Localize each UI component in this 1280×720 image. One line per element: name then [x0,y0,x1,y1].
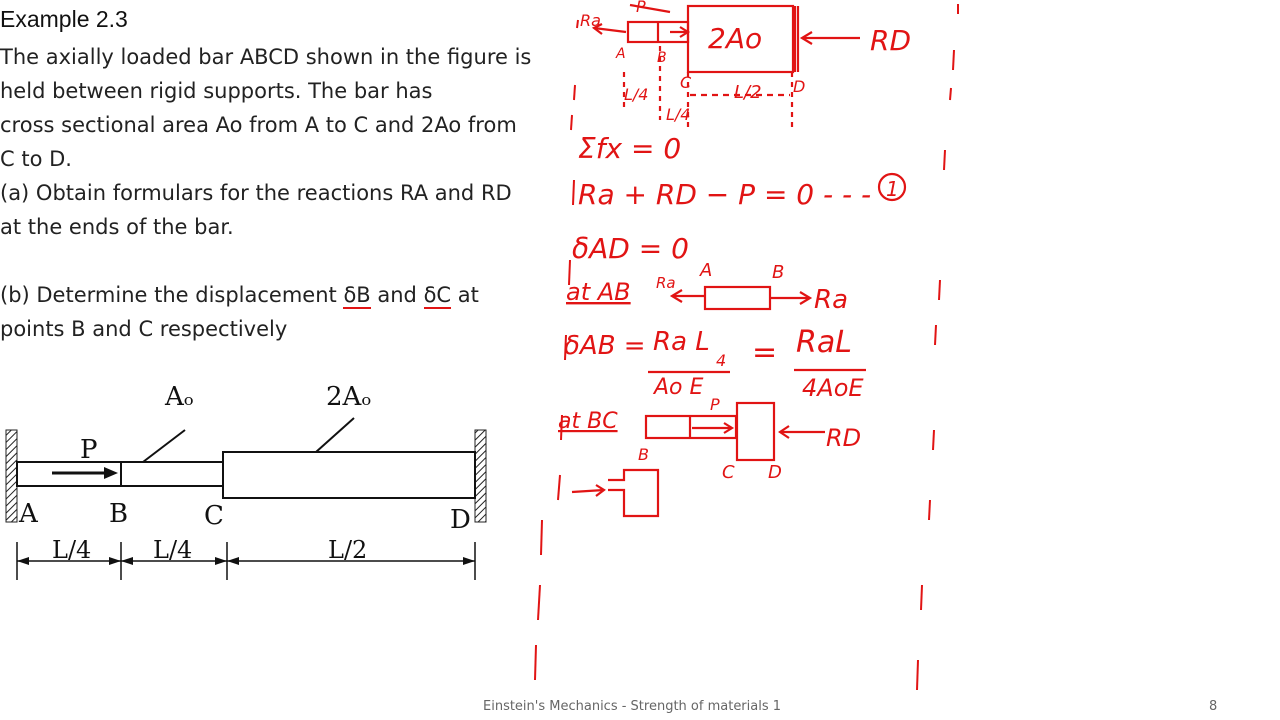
fbd-area-label: 2Ao [708,22,763,55]
equilibrium-equation: Σfx = 0 [578,132,682,165]
area-small-label: Aₒ [165,382,194,412]
bc-rd-label: RD [826,424,862,452]
bar-figure [0,370,520,595]
delta-c-term: δC [423,283,452,307]
compatibility-equation: δAD = 0 [572,232,689,265]
ab-segment-diagram [672,287,810,309]
point-c-label: C [204,501,224,531]
ab-a-label: A [700,260,713,281]
equation-tag: 1 [886,177,899,201]
equals-sign: = [752,335,778,370]
ab-b-label: B [772,262,785,283]
delta-ab-lhs: δAB = [564,331,646,361]
problem-line-5: (a) Obtain formulars for the reactions RA and RD [0,181,512,205]
point-b-label: B [109,499,129,529]
fbd-c-label: C [680,73,692,92]
frac1-denominator: Ao E [654,375,704,400]
right-support [475,430,486,522]
fbd-dim1-label: L/4 [624,85,649,104]
frac1-numerator-sub: 4 [716,351,727,370]
area-large-label: 2Aₒ [326,382,372,412]
left-support [6,430,17,522]
leader-large-area [316,418,354,452]
frac1-numerator: Ra L [653,327,710,357]
frac2-numerator: RaL [796,325,852,360]
fbd-ra-label: Ra [580,11,601,30]
fbd-b-label: B [657,50,667,66]
leader-small-area [143,430,185,462]
fbd-p-label: P [636,0,646,16]
problem-line-6: at the ends of the bar. [0,215,234,239]
slide-title: Example 2.3 [0,6,128,32]
handwritten-annotations [520,0,970,700]
problem-line-2: held between rigid supports. The bar has [0,79,433,103]
load-label: P [80,435,98,465]
dim-ab-label: L/4 [52,536,92,564]
point-a-label: A [19,499,38,529]
reaction-equation: Ra + RD − P = 0 - - - [578,178,872,211]
problem-line-1: The axially loaded bar ABCD shown in the figure is [0,45,532,69]
slide-footer: Einstein's Mechanics - Strength of materials 1 [483,699,782,714]
bc-d-label: D [768,462,782,483]
part-b-prefix: (b) Determine the displacement [0,283,344,307]
fbd-dim3-label: L/2 [734,82,762,103]
ab-ra-left: Ra [656,274,676,292]
at-ab-label: at AB [566,278,631,306]
bc-c-label: C [722,462,735,483]
bc-b-label: B [638,445,649,464]
fbd-d-label: D [793,77,806,96]
ab-ra-right: Ra [814,285,848,315]
part-b-and: and [370,283,424,307]
problem-line-4: C to D. [0,147,72,171]
bc-p-label: P [710,395,720,414]
fbd-a-label: A [616,46,626,62]
fbd-dim2-label: L/4 [666,105,691,124]
point-d-label: D [450,505,471,535]
problem-part-b [0,278,575,312]
part-b-suffix: at [451,283,479,307]
problem-line-3: cross sectional area Ao from A to C and 2Ao from [0,113,517,137]
problem-part-b-line-2: points B and C respectively [0,317,288,341]
dim-bc-label: L/4 [153,536,193,564]
delta-b-term: δB [343,283,371,307]
page-number: 8 [1209,699,1218,714]
bar-segment-cd [223,452,475,498]
at-bc-label: at BC [558,409,618,434]
frac2-denominator: 4AoE [802,374,864,402]
fbd-rd-label: RD [870,24,912,57]
dim-cd-label: L/2 [328,536,368,564]
problem-statement [0,40,575,346]
